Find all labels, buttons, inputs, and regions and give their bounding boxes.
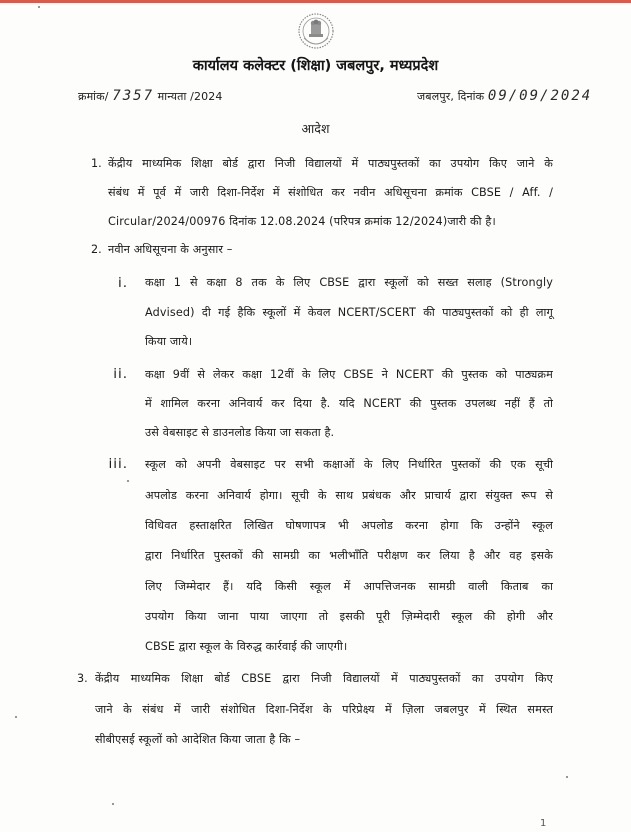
- subitem-iii-line-6: उपयोग किया जाना पाया जाएगा तो इसकी पूरी ज़िम्मेदारी स्कूल की होगी और: [145, 610, 553, 623]
- subitem-iii-line-7: CBSE द्वारा स्कूल के विरुद्ध कार्रवाई की जाएगी।: [145, 640, 348, 653]
- subitem-i-line-2: Advised) दी गई हैकि स्कूलों में केवल NCERT/SCERT की पाठ्यपुस्तकों को ही लागू: [145, 306, 553, 319]
- subitem-ii-number: ii.: [113, 366, 128, 382]
- scan-speck: [127, 480, 129, 482]
- page-number: 1: [540, 818, 547, 829]
- subitem-ii-line-3: उसे वेबसाइट से डाउनलोड किया जा सकता है.: [145, 426, 335, 439]
- item-2-number: 2.: [91, 243, 102, 256]
- subitem-ii-line-2: में शामिल करना अनिवार्य कर दिया है. यदि NCERT की पुस्तक उपलब्ध नहीं हैं तो: [145, 397, 553, 410]
- office-title: कार्यालय कलेक्टर (शिक्षा) जबलपुर, मध्यप्रदेश: [192, 58, 439, 74]
- subitem-iii-number: iii.: [108, 456, 128, 472]
- order-heading: आदेश: [301, 121, 330, 136]
- government-emblem-icon: [297, 12, 335, 52]
- item-1-line-3: Circular/2024/00976 दिनांक 12.08.2024 (परिपत्र क्रमांक 12/2024)जारी की है।: [108, 215, 496, 228]
- reference-handwritten-number: 7357: [112, 88, 155, 104]
- subitem-iii-line-3: विधिवत हस्ताक्षरित लिखित घोषणापत्र भी अपलोड करना होगा कि उन्होंने स्कूल: [145, 519, 553, 532]
- subitem-iii-line-1: स्कूल को अपनी वेबसाइट पर सभी कक्षाओं के लिए निर्धारित पुस्तकों की एक सूची: [145, 458, 553, 471]
- subitem-i-line-3: किया जाये।: [145, 335, 193, 348]
- scan-speck: [38, 6, 40, 8]
- reference-prefix: क्रमांक/: [78, 90, 109, 103]
- subitem-iii-line-4: द्वारा निर्धारित पुस्तकों की सामग्री का भलीभाँति परीक्षण कर लिया है और वह इसके: [145, 549, 553, 562]
- item-2-line-1: नवीन अधिसूचना के अनुसार –: [108, 243, 233, 256]
- item-1-line-1: केंद्रीय माध्यमिक शिक्षा बोर्ड द्वारा निजी विद्यालयों में पाठ्यपुस्तकों का उपयोग किए जाने के: [108, 157, 553, 170]
- handwritten-date: 09/09/2024: [487, 88, 593, 104]
- subitem-iii-line-5: लिए जिम्मेदार हैं। यदि किसी स्कूल में आपत्तिजनक सामग्री वाली किताब का: [145, 580, 553, 593]
- item-1-number: 1.: [91, 157, 102, 170]
- reference-number: [78, 89, 223, 104]
- place-date: [417, 89, 592, 104]
- scan-speck: [566, 776, 568, 778]
- subitem-ii-line-1: कक्षा 9वीं से लेकर कक्षा 12वीं के लिए CBSE ने NCERT की पुस्तक को पाठ्यक्रम: [145, 368, 553, 381]
- scan-speck: [15, 716, 17, 718]
- item-3-number: 3.: [77, 672, 88, 685]
- place-date-label: जबलपुर, दिनांक: [417, 90, 485, 103]
- subitem-iii-line-2: अपलोड करना अनिवार्य होगा। सूची के साथ प्रबंधक और प्राचार्य द्वारा संयुक्त रूप से: [145, 489, 553, 502]
- scan-speck: [112, 803, 114, 805]
- top-color-band: [0, 0, 631, 3]
- item-1-line-2: संबंध में पूर्व में जारी दिशा-निर्देश में संशोधित कर नवीन अधिसूचना क्रमांक CBSE / Aff. /: [108, 186, 553, 199]
- item-3-line-2: जाने के संबंध में जारी संशोधित दिशा-निर्देश के परिप्रेक्ष्य में ज़िला जबलपुर में स्थित समस्त: [95, 703, 553, 716]
- subitem-i-number: i.: [117, 275, 128, 291]
- item-3-line-3: सीबीएसई स्कूलों को आदेशित किया जाता है कि –: [95, 733, 301, 746]
- reference-suffix: मान्यता /2024: [157, 90, 223, 103]
- subitem-i-line-1: कक्षा 1 से कक्षा 8 तक के लिए CBSE द्वारा स्कूलों को सख्त सलाह (Strongly: [145, 276, 553, 289]
- item-3-line-1: केंद्रीय माध्यमिक शिक्षा बोर्ड CBSE द्वारा निजी विद्यालयों में पाठ्यपुस्तकों का उपयोग किए: [95, 672, 553, 685]
